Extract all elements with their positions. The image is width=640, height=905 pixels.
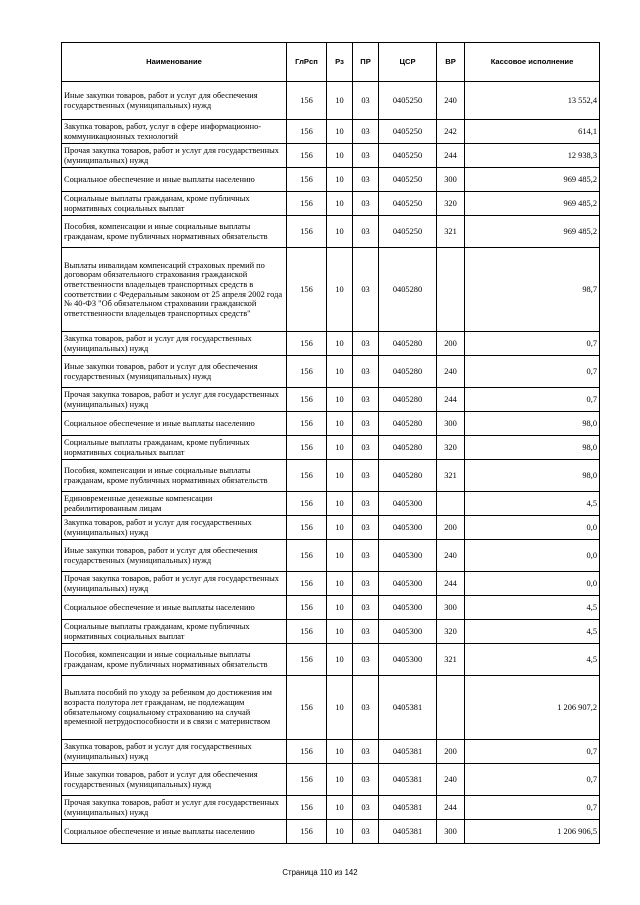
cell-amount: 98,7	[465, 248, 600, 332]
cell-vr: 300	[437, 412, 465, 436]
cell-csr: 0405280	[379, 436, 437, 460]
cell-glrsp: 156	[287, 676, 327, 740]
cell-pr: 03	[353, 168, 379, 192]
cell-csr: 0405300	[379, 540, 437, 572]
cell-glrsp: 156	[287, 120, 327, 144]
cell-pr: 03	[353, 492, 379, 516]
table-row	[62, 572, 600, 596]
table-row	[62, 460, 600, 492]
cell-glrsp: 156	[287, 596, 327, 620]
cell-vr: 244	[437, 144, 465, 168]
cell-amount: 4,5	[465, 492, 600, 516]
cell-glrsp: 156	[287, 492, 327, 516]
table-row	[62, 412, 600, 436]
cell-csr: 0405300	[379, 492, 437, 516]
cell-pr: 03	[353, 572, 379, 596]
header-glrsp: ГлРсп	[287, 43, 327, 82]
cell-vr: 300	[437, 820, 465, 844]
cell-vr	[437, 492, 465, 516]
cell-amount: 0,7	[465, 356, 600, 388]
cell-vr: 244	[437, 572, 465, 596]
cell-name: Социальные выплаты гражданам, кроме публичных нормативных социальных выплат	[62, 192, 287, 216]
budget-execution-table	[61, 42, 600, 844]
table-row	[62, 644, 600, 676]
table-row	[62, 676, 600, 740]
cell-csr: 0405300	[379, 620, 437, 644]
cell-amount: 969 485,2	[465, 168, 600, 192]
cell-rz: 10	[327, 596, 353, 620]
cell-rz: 10	[327, 436, 353, 460]
page-number: Страница 110 из 142	[282, 868, 358, 877]
cell-glrsp: 156	[287, 764, 327, 796]
table-row	[62, 332, 600, 356]
cell-glrsp: 156	[287, 572, 327, 596]
cell-pr: 03	[353, 620, 379, 644]
cell-csr: 0405280	[379, 248, 437, 332]
cell-rz: 10	[327, 492, 353, 516]
cell-vr: 300	[437, 168, 465, 192]
cell-glrsp: 156	[287, 144, 327, 168]
cell-csr: 0405300	[379, 596, 437, 620]
cell-rz: 10	[327, 644, 353, 676]
cell-name: Социальное обеспечение и иные выплаты населению	[62, 412, 287, 436]
table-row	[62, 492, 600, 516]
cell-pr: 03	[353, 332, 379, 356]
cell-pr: 03	[353, 248, 379, 332]
table-row	[62, 820, 600, 844]
cell-csr: 0405280	[379, 332, 437, 356]
cell-rz: 10	[327, 332, 353, 356]
cell-csr: 0405280	[379, 388, 437, 412]
cell-amount: 0,7	[465, 764, 600, 796]
cell-amount: 98,0	[465, 460, 600, 492]
header-pr: ПР	[353, 43, 379, 82]
cell-rz: 10	[327, 82, 353, 120]
cell-vr: 200	[437, 332, 465, 356]
cell-csr: 0405300	[379, 644, 437, 676]
cell-vr: 321	[437, 644, 465, 676]
cell-csr: 0405300	[379, 516, 437, 540]
cell-name: Прочая закупка товаров, работ и услуг для государственных (муниципальных) нужд	[62, 796, 287, 820]
cell-name: Социальные выплаты гражданам, кроме публичных нормативных социальных выплат	[62, 620, 287, 644]
cell-rz: 10	[327, 192, 353, 216]
cell-glrsp: 156	[287, 436, 327, 460]
cell-amount: 0,7	[465, 332, 600, 356]
cell-csr: 0405250	[379, 82, 437, 120]
cell-rz: 10	[327, 740, 353, 764]
cell-csr: 0405381	[379, 676, 437, 740]
cell-name: Выплата пособий по уходу за ребенком до достижения им возраста полутора лет гражданам, не подлежащим обязательному социальному страхованию на случай временной нетрудоспособности и в связи с материнством	[62, 676, 287, 740]
cell-pr: 03	[353, 540, 379, 572]
table-row	[62, 436, 600, 460]
cell-name: Прочая закупка товаров, работ и услуг для государственных (муниципальных) нужд	[62, 144, 287, 168]
cell-pr: 03	[353, 412, 379, 436]
cell-pr: 03	[353, 144, 379, 168]
cell-name: Прочая закупка товаров, работ и услуг для государственных (муниципальных) нужд	[62, 388, 287, 412]
cell-name: Иные закупки товаров, работ и услуг для обеспечения государственных (муниципальных) нужд	[62, 764, 287, 796]
cell-csr: 0405381	[379, 764, 437, 796]
cell-glrsp: 156	[287, 620, 327, 644]
cell-pr: 03	[353, 796, 379, 820]
cell-glrsp: 156	[287, 192, 327, 216]
table-row	[62, 144, 600, 168]
cell-vr: 240	[437, 82, 465, 120]
cell-csr: 0405250	[379, 168, 437, 192]
cell-name: Единовременные денежные компенсации реабилитированным лицам	[62, 492, 287, 516]
cell-pr: 03	[353, 764, 379, 796]
cell-csr: 0405250	[379, 192, 437, 216]
cell-amount: 1 206 907,2	[465, 676, 600, 740]
cell-glrsp: 156	[287, 248, 327, 332]
cell-pr: 03	[353, 740, 379, 764]
cell-amount: 0,0	[465, 572, 600, 596]
cell-name: Выплаты инвалидам компенсаций страховых премий по договорам обязательного страхования гражданской ответственности владельцев транспортных средств в соответствии с Федеральным законом от 25 апреля 2002 года № 40-ФЗ "Об обязательном страховании гражданской ответственности владельцев транспортных средств"	[62, 248, 287, 332]
cell-vr	[437, 676, 465, 740]
cell-glrsp: 156	[287, 388, 327, 412]
cell-rz: 10	[327, 516, 353, 540]
header-name: Наименование	[62, 43, 287, 82]
table-row	[62, 764, 600, 796]
cell-amount: 98,0	[465, 412, 600, 436]
cell-vr: 300	[437, 596, 465, 620]
table-row	[62, 620, 600, 644]
cell-glrsp: 156	[287, 216, 327, 248]
table-row	[62, 516, 600, 540]
cell-rz: 10	[327, 620, 353, 644]
cell-rz: 10	[327, 412, 353, 436]
table-row	[62, 82, 600, 120]
cell-csr: 0405250	[379, 144, 437, 168]
cell-glrsp: 156	[287, 740, 327, 764]
cell-rz: 10	[327, 796, 353, 820]
cell-name: Социальное обеспечение и иные выплаты населению	[62, 168, 287, 192]
document-table-wrapper	[61, 42, 599, 844]
table-header-row	[62, 43, 600, 82]
cell-rz: 10	[327, 764, 353, 796]
table-row	[62, 356, 600, 388]
cell-pr: 03	[353, 516, 379, 540]
cell-amount: 4,5	[465, 644, 600, 676]
cell-name: Социальное обеспечение и иные выплаты населению	[62, 596, 287, 620]
cell-name: Закупка товаров, работ и услуг для государственных (муниципальных) нужд	[62, 740, 287, 764]
cell-amount: 0,7	[465, 740, 600, 764]
cell-pr: 03	[353, 644, 379, 676]
cell-vr: 321	[437, 216, 465, 248]
cell-glrsp: 156	[287, 168, 327, 192]
cell-vr: 320	[437, 192, 465, 216]
cell-glrsp: 156	[287, 356, 327, 388]
cell-amount: 0,7	[465, 388, 600, 412]
cell-pr: 03	[353, 356, 379, 388]
table-row	[62, 740, 600, 764]
table-row	[62, 388, 600, 412]
cell-name: Социальные выплаты гражданам, кроме публичных нормативных социальных выплат	[62, 436, 287, 460]
cell-vr: 240	[437, 356, 465, 388]
cell-glrsp: 156	[287, 796, 327, 820]
cell-vr: 244	[437, 796, 465, 820]
cell-vr: 200	[437, 740, 465, 764]
cell-csr: 0405381	[379, 796, 437, 820]
cell-amount: 12 938,3	[465, 144, 600, 168]
cell-name: Иные закупки товаров, работ и услуг для обеспечения государственных (муниципальных) нужд	[62, 82, 287, 120]
cell-vr: 200	[437, 516, 465, 540]
cell-glrsp: 156	[287, 516, 327, 540]
cell-name: Иные закупки товаров, работ и услуг для обеспечения государственных (муниципальных) нужд	[62, 356, 287, 388]
cell-name: Пособия, компенсации и иные социальные выплаты гражданам, кроме публичных нормативных обязательств	[62, 460, 287, 492]
cell-glrsp: 156	[287, 460, 327, 492]
cell-pr: 03	[353, 82, 379, 120]
cell-amount: 0,0	[465, 540, 600, 572]
header-csr: ЦСР	[379, 43, 437, 82]
cell-name: Закупка товаров, работ и услуг для государственных (муниципальных) нужд	[62, 332, 287, 356]
cell-csr: 0405300	[379, 572, 437, 596]
cell-vr: 240	[437, 764, 465, 796]
cell-rz: 10	[327, 572, 353, 596]
cell-amount: 969 485,2	[465, 216, 600, 248]
cell-csr: 0405280	[379, 356, 437, 388]
cell-name: Закупка товаров, работ, услуг в сфере информационно-коммуникационных технологий	[62, 120, 287, 144]
cell-amount: 969 485,2	[465, 192, 600, 216]
cell-pr: 03	[353, 676, 379, 740]
cell-csr: 0405280	[379, 460, 437, 492]
cell-vr	[437, 248, 465, 332]
cell-name: Иные закупки товаров, работ и услуг для обеспечения государственных (муниципальных) нужд	[62, 540, 287, 572]
cell-name: Закупка товаров, работ и услуг для государственных (муниципальных) нужд	[62, 516, 287, 540]
table-row	[62, 120, 600, 144]
cell-pr: 03	[353, 216, 379, 248]
cell-rz: 10	[327, 356, 353, 388]
cell-amount: 1 206 906,5	[465, 820, 600, 844]
cell-rz: 10	[327, 168, 353, 192]
cell-rz: 10	[327, 676, 353, 740]
cell-glrsp: 156	[287, 82, 327, 120]
cell-name: Пособия, компенсации и иные социальные выплаты гражданам, кроме публичных нормативных обязательств	[62, 644, 287, 676]
cell-csr: 0405280	[379, 412, 437, 436]
cell-vr: 321	[437, 460, 465, 492]
cell-rz: 10	[327, 216, 353, 248]
cell-vr: 320	[437, 620, 465, 644]
cell-pr: 03	[353, 460, 379, 492]
table-row	[62, 248, 600, 332]
cell-rz: 10	[327, 248, 353, 332]
cell-glrsp: 156	[287, 540, 327, 572]
cell-pr: 03	[353, 436, 379, 460]
cell-vr: 244	[437, 388, 465, 412]
table-row	[62, 596, 600, 620]
cell-csr: 0405381	[379, 820, 437, 844]
cell-name: Пособия, компенсации и иные социальные выплаты гражданам, кроме публичных нормативных обязательств	[62, 216, 287, 248]
cell-csr: 0405381	[379, 740, 437, 764]
cell-amount: 13 552,4	[465, 82, 600, 120]
cell-csr: 0405250	[379, 120, 437, 144]
cell-glrsp: 156	[287, 644, 327, 676]
cell-glrsp: 156	[287, 332, 327, 356]
cell-pr: 03	[353, 596, 379, 620]
cell-rz: 10	[327, 460, 353, 492]
cell-amount: 4,5	[465, 596, 600, 620]
cell-csr: 0405250	[379, 216, 437, 248]
cell-rz: 10	[327, 388, 353, 412]
cell-amount: 0,0	[465, 516, 600, 540]
table-row	[62, 192, 600, 216]
cell-glrsp: 156	[287, 412, 327, 436]
cell-name: Прочая закупка товаров, работ и услуг для государственных (муниципальных) нужд	[62, 572, 287, 596]
table-row	[62, 796, 600, 820]
cell-pr: 03	[353, 120, 379, 144]
cell-amount: 98,0	[465, 436, 600, 460]
header-amount: Кассовое исполнение	[465, 43, 600, 82]
cell-name: Социальное обеспечение и иные выплаты населению	[62, 820, 287, 844]
header-vr: ВР	[437, 43, 465, 82]
cell-rz: 10	[327, 144, 353, 168]
cell-vr: 320	[437, 436, 465, 460]
table-row	[62, 216, 600, 248]
cell-amount: 614,1	[465, 120, 600, 144]
cell-rz: 10	[327, 120, 353, 144]
cell-vr: 242	[437, 120, 465, 144]
table-row	[62, 168, 600, 192]
cell-pr: 03	[353, 388, 379, 412]
header-rz: Рз	[327, 43, 353, 82]
cell-vr: 240	[437, 540, 465, 572]
table-row	[62, 540, 600, 572]
cell-glrsp: 156	[287, 820, 327, 844]
cell-pr: 03	[353, 192, 379, 216]
table-body	[62, 82, 600, 844]
cell-rz: 10	[327, 820, 353, 844]
cell-amount: 0,7	[465, 796, 600, 820]
cell-amount: 4,5	[465, 620, 600, 644]
cell-rz: 10	[327, 540, 353, 572]
cell-pr: 03	[353, 820, 379, 844]
